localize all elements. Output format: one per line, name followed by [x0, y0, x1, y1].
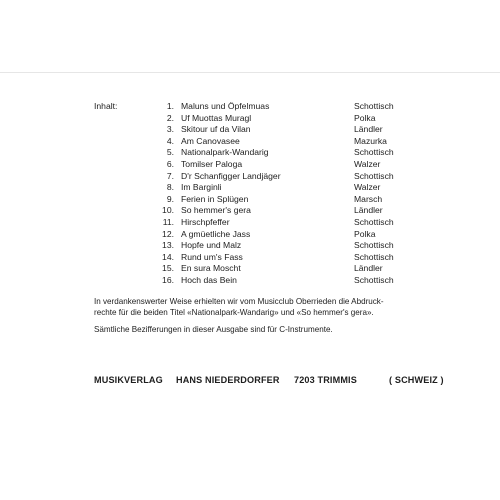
page-edge-line	[0, 72, 500, 73]
contents-row	[162, 171, 434, 183]
contents-row	[162, 113, 434, 125]
item-title: Nationalpark-Wandarig	[181, 147, 269, 158]
item-number: 1.	[166, 101, 174, 111]
item-genre: Ländler	[354, 124, 383, 135]
instruments-note	[94, 324, 454, 335]
item-title: Am Canovasee	[181, 135, 240, 146]
item-genre: Schottisch	[354, 216, 394, 227]
item-title: Rund um's Fass	[181, 251, 243, 262]
item-number: 14.	[162, 251, 174, 262]
item-number: 4.	[166, 135, 174, 146]
item-genre: Walzer	[354, 158, 381, 169]
instruments-line: Sämtliche Bezifferungen in dieser Ausgabe sind für C-Instrumente.	[94, 325, 333, 334]
item-genre: Schottisch	[354, 170, 394, 181]
item-genre: Schottisch	[354, 101, 394, 111]
contents-row	[162, 263, 434, 275]
item-genre: Ländler	[354, 205, 383, 216]
item-number: 9.	[166, 193, 174, 204]
item-number: 16.	[162, 274, 174, 285]
item-title: A gmüetliche Jass	[181, 228, 251, 239]
contents-row	[162, 159, 434, 171]
item-title: D'r Schanfigger Landjäger	[181, 170, 281, 181]
item-number: 12.	[162, 228, 174, 239]
item-genre: Polka	[354, 228, 376, 239]
item-title: Hoch das Bein	[181, 274, 237, 285]
item-genre: Ländler	[354, 263, 383, 274]
item-number: 15.	[162, 263, 174, 274]
item-number: 7.	[166, 170, 174, 181]
contents-row	[162, 124, 434, 136]
contents-row	[162, 240, 434, 252]
contents-row	[162, 182, 434, 194]
item-genre: Mazurka	[354, 135, 387, 146]
item-number: 13.	[162, 240, 174, 251]
contents-row	[162, 147, 434, 159]
item-title: Hopfe und Malz	[181, 240, 242, 251]
item-title: Tomilser Paloga	[181, 158, 243, 169]
contents-row	[162, 275, 434, 287]
publisher-country: ( SCHWEIZ )	[389, 375, 444, 385]
item-genre: Schottisch	[354, 240, 394, 251]
item-genre: Walzer	[354, 182, 381, 193]
publisher-name: MUSIKVERLAG	[94, 375, 163, 385]
item-genre: Schottisch	[354, 251, 394, 262]
publisher-owner: HANS NIEDERDORFER	[176, 375, 280, 385]
publisher-line	[94, 375, 454, 389]
item-number: 3.	[166, 124, 174, 135]
contents-list	[162, 101, 434, 287]
item-title: Uf Muottas Muragl	[181, 112, 252, 123]
acknowledgement-note	[94, 296, 454, 319]
contents-label: Inhalt:	[94, 101, 118, 111]
contents-row	[162, 194, 434, 206]
item-number: 5.	[166, 147, 174, 158]
item-number: 10.	[162, 205, 174, 216]
contents-row	[162, 217, 434, 229]
item-title: Skitour uf da Vilan	[181, 124, 251, 135]
item-genre: Polka	[354, 112, 376, 123]
item-title: Im Barginli	[181, 182, 222, 193]
item-genre: Schottisch	[354, 274, 394, 285]
item-title: So hemmer's gera	[181, 205, 251, 216]
contents-row	[162, 101, 434, 113]
contents-row	[162, 205, 434, 217]
item-title: Ferien in Splügen	[181, 193, 249, 204]
item-title: Maluns und Öpfelmuas	[181, 101, 270, 111]
acknowledgement-line: rechte für die beiden Titel «Nationalpark-Wandarig» und «So hemmer's gera».	[94, 308, 374, 318]
contents-row	[162, 136, 434, 148]
contents-row	[162, 252, 434, 264]
contents-row	[162, 229, 434, 241]
item-title: Hirschpfeffer	[181, 216, 230, 227]
item-genre: Schottisch	[354, 147, 394, 158]
item-number: 8.	[166, 182, 174, 193]
item-title: En sura Moscht	[181, 263, 241, 274]
acknowledgement-line: In verdankenswerter Weise erhielten wir vom Musicclub Oberrieden die Abdruck-	[94, 297, 384, 306]
item-number: 2.	[166, 112, 174, 123]
item-number: 6.	[166, 158, 174, 169]
publisher-town: 7203 TRIMMIS	[294, 375, 357, 385]
item-number: 11.	[162, 216, 174, 227]
item-genre: Marsch	[354, 193, 383, 204]
